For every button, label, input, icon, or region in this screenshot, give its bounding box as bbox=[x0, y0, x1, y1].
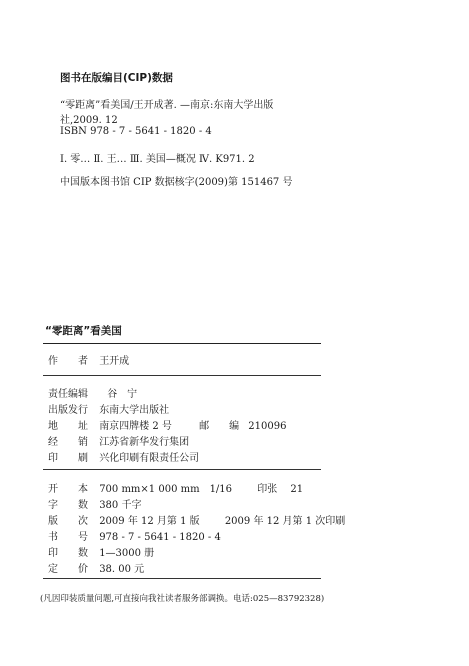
editor-row bbox=[48, 385, 137, 400]
copies-value: 1—3000 册 bbox=[99, 548, 155, 559]
cip-line-5: 中国版本图书馆 CIP 数据核字(2009)第 151467 号 bbox=[60, 177, 293, 188]
book-title: “零距离”看美国 bbox=[45, 325, 122, 337]
divider bbox=[43, 469, 321, 470]
author-value: 王开成 bbox=[99, 356, 130, 367]
publisher-value: 东南大学出版社 bbox=[99, 405, 170, 416]
edition-value: 2009 年 12 月第 1 版 bbox=[99, 516, 200, 527]
isbn-label: 书 号 bbox=[48, 532, 88, 543]
cip-line-1: “零距离”看美国/王开成著. —南京:东南大学出版 bbox=[60, 100, 274, 111]
author-row bbox=[48, 352, 129, 367]
price-value: 38. 00 元 bbox=[99, 564, 145, 575]
publisher-row bbox=[48, 401, 169, 416]
sheets-value: 21 bbox=[290, 484, 304, 495]
format-row bbox=[48, 480, 303, 495]
edition-label: 版 次 bbox=[48, 516, 88, 527]
printer-label: 印 刷 bbox=[48, 453, 88, 464]
postcode-label: 邮 编 bbox=[199, 421, 240, 432]
words-value: 380 千字 bbox=[99, 500, 142, 511]
isbn-value: 978 - 7 - 5641 - 1820 - 4 bbox=[99, 532, 221, 543]
printer-row bbox=[48, 449, 199, 464]
distributor-value: 江苏省新华发行集团 bbox=[99, 437, 190, 448]
footer-notice: (凡因印装质量问题,可直接向我社读者服务部调换。电话:025—83792328) bbox=[40, 594, 325, 604]
copies-label: 印 数 bbox=[48, 548, 88, 559]
cip-line-3: ISBN 978 - 7 - 5641 - 1820 - 4 bbox=[60, 126, 212, 137]
distributor-label: 经 销 bbox=[48, 437, 88, 448]
price-label: 定 价 bbox=[48, 564, 88, 575]
printing-value: 2009 年 12 月第 1 次印刷 bbox=[224, 516, 346, 527]
format-value: 700 mm×1 000 mm 1/16 bbox=[99, 484, 233, 495]
words-row bbox=[48, 496, 141, 511]
address-row bbox=[48, 417, 286, 432]
editor-label: 责任编辑 bbox=[48, 389, 88, 400]
format-label: 开 本 bbox=[48, 484, 88, 495]
printer-value: 兴化印刷有限责任公司 bbox=[99, 453, 200, 464]
editor-value: 谷 宁 bbox=[107, 389, 138, 400]
price-row bbox=[48, 560, 144, 575]
author-label: 作 者 bbox=[48, 356, 88, 367]
copies-row bbox=[48, 544, 154, 559]
divider bbox=[43, 343, 321, 344]
isbn-row bbox=[48, 528, 221, 543]
sheets-label: 印张 bbox=[257, 484, 278, 495]
distributor-row bbox=[48, 433, 189, 448]
words-label: 字 数 bbox=[48, 500, 88, 511]
address-label: 地 址 bbox=[48, 421, 88, 432]
cip-line-2: 社,2009. 12 bbox=[60, 115, 118, 126]
cip-heading: 图书在版编目(CIP)数据 bbox=[60, 72, 173, 84]
publisher-label: 出版发行 bbox=[48, 405, 88, 416]
divider bbox=[43, 578, 321, 579]
postcode-value: 210096 bbox=[248, 421, 287, 432]
address-value: 南京四牌楼 2 号 bbox=[99, 421, 172, 432]
cip-line-4: Ⅰ. 零… Ⅱ. 王… Ⅲ. 美国—概况 Ⅳ. K971. 2 bbox=[60, 154, 255, 165]
edition-row bbox=[48, 512, 345, 527]
divider bbox=[43, 375, 321, 376]
